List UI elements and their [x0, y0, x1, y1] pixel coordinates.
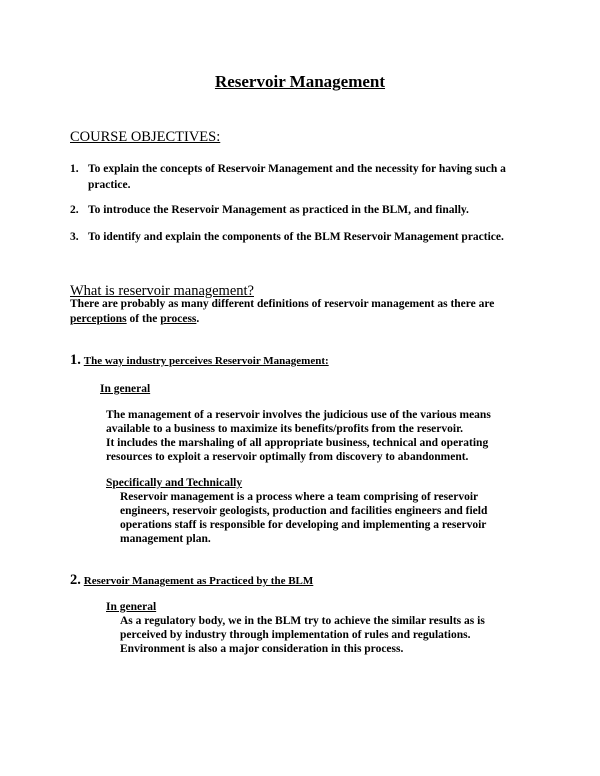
paragraph-line: perceived by industry through implementation of rules and regulations. [120, 629, 471, 641]
section-2-general-heading: In general [106, 601, 157, 613]
perceptions-word: perceptions [70, 313, 127, 325]
paragraph-line: engineers, reservoir geologists, production and facilities engineers and field [120, 505, 488, 517]
objective-item [70, 229, 540, 245]
objective-text: To introduce the Reservoir Management as practiced in the BLM, and finally. [88, 204, 469, 216]
section-number: 1. [70, 352, 81, 368]
paragraph-line: Reservoir management is a process where a team comprising of reservoir [120, 491, 479, 503]
section-1-general-heading: In general [100, 383, 151, 395]
objective-number: 2. [70, 204, 79, 216]
paragraph-line: resources to exploit a reservoir optimally from discovery to abandonment. [106, 451, 469, 463]
paragraph-line: It includes the marshaling of all appropriate business, technical and operating [106, 437, 489, 449]
section-title: The way industry perceives Reservoir Management: [83, 355, 329, 367]
objective-number: 1. [70, 163, 79, 175]
what-is-line: There are probably as many different definitions of reservoir management as there are [70, 298, 495, 310]
objectives-heading: COURSE OBJECTIVES: [70, 129, 221, 145]
process-word: process [160, 313, 197, 325]
objective-text: To explain the concepts of Reservoir Management and the necessity for having such a practice. [88, 163, 506, 191]
objective-item [70, 202, 540, 218]
objective-text: To identify and explain the components of the BLM Reservoir Management practice. [88, 231, 504, 243]
what-is-line [70, 312, 199, 328]
what-is-text: of the [126, 313, 161, 325]
section-title: Reservoir Management as Practiced by the BLM [83, 575, 314, 587]
what-is-text: . [196, 313, 200, 325]
paragraph-line: As a regulatory body, we in the BLM try to achieve the similar results as is [120, 615, 485, 627]
section-2-heading [70, 572, 313, 589]
objective-item [70, 161, 540, 193]
objective-number: 3. [70, 231, 79, 243]
paragraph-line: operations staff is responsible for developing and implementing a reservoir [120, 519, 487, 531]
section-1-heading [70, 352, 329, 369]
paragraph-line: Environment is also a major consideration in this process. [120, 643, 404, 655]
paragraph-line: management plan. [120, 533, 211, 545]
section-1-specific-heading: Specifically and Technically [106, 477, 243, 489]
section-number: 2. [70, 572, 81, 588]
paragraph-line: available to a business to maximize its benefits/profits from the reservoir. [106, 423, 463, 435]
paragraph-line: The management of a reservoir involves the judicious use of the various means [106, 409, 491, 421]
page-title: Reservoir Management [214, 72, 386, 91]
what-is-heading: What is reservoir management? [70, 283, 254, 299]
